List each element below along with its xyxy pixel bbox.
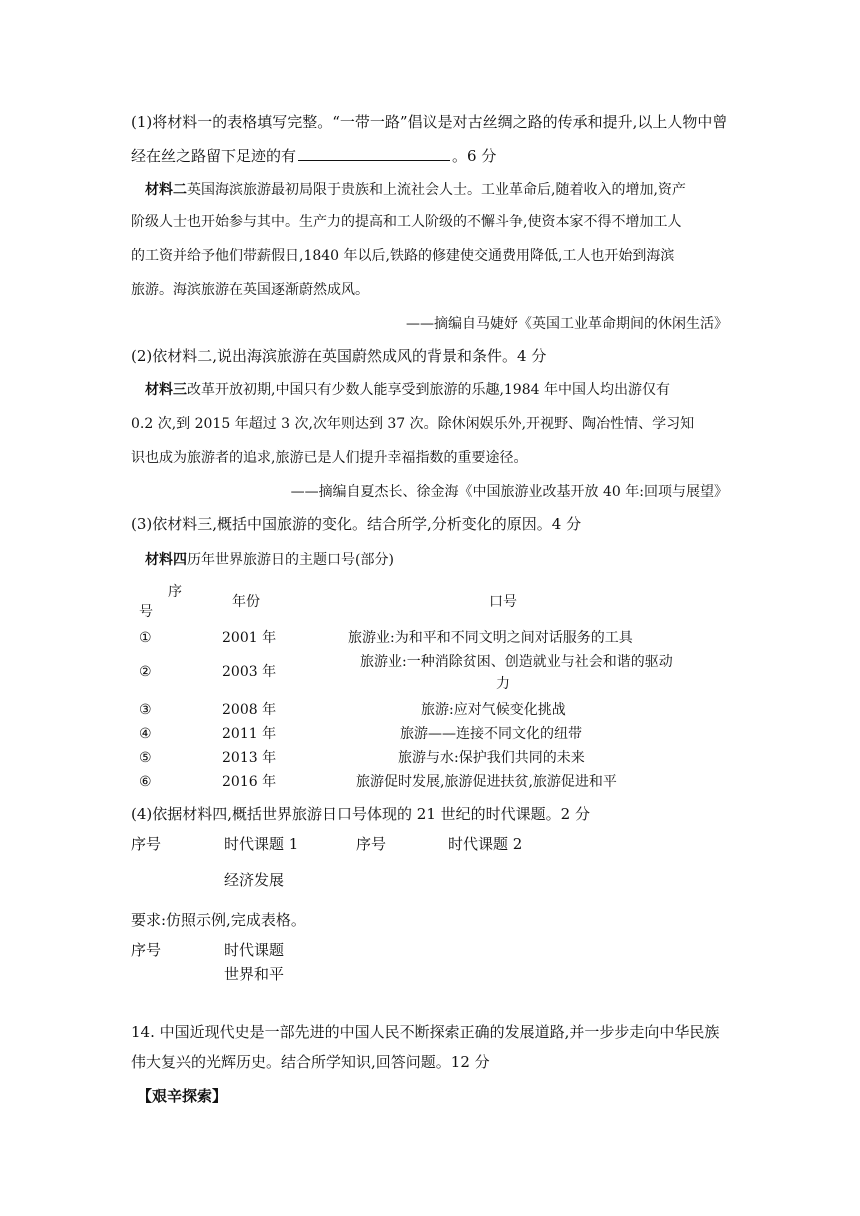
material4-subtitle: 历年世界旅游日的主题口号(部分)	[187, 552, 394, 568]
row-seq: ③	[139, 702, 152, 718]
material2-line3: 的工资并给予他们带薪假日,1840 年以后,铁路的修建使交通费用降低,工人也开始到海滨	[131, 248, 675, 264]
t1-value: 经济发展	[224, 871, 285, 889]
row-seq: ⑤	[139, 750, 152, 766]
material2-line4: 旅游。海滨旅游在英国逐渐蔚然成风。	[131, 282, 369, 298]
material2-title: 材料二	[145, 182, 187, 198]
t2-header-seq: 序号	[131, 941, 162, 959]
answer-blank	[298, 146, 450, 161]
material2-line1	[145, 180, 686, 200]
row-year: 2008 年	[222, 702, 277, 718]
material4-heading	[145, 550, 394, 570]
material2-line2: 阶级人士也开始参与其中。生产力的提高和工人阶级的不懈斗争,使资本家不得不增加工人	[131, 214, 682, 230]
t2-header-topic: 时代课题	[224, 941, 285, 959]
row-slogan: 旅游业:为和平和不同文明之间对话服务的工具	[348, 630, 633, 646]
row-year: 2003 年	[222, 664, 277, 680]
row-slogan-cont: 力	[496, 676, 510, 692]
t2-value: 世界和平	[224, 965, 285, 983]
material3-source: ——摘编自夏杰长、徐金海《中国旅游业改基开放 40 年:回项与展望》	[290, 484, 728, 500]
header-seq-bottom: 号	[139, 604, 153, 620]
material3-title: 材料三	[145, 382, 187, 398]
material3-line3: 识也成为旅游者的追求,旅游已是人们提升幸福指数的重要途径。	[131, 450, 528, 466]
row-slogan: 旅游促时发展,旅游促进扶贫,旅游促进和平	[356, 774, 617, 790]
t1-header-seq2: 序号	[356, 835, 387, 853]
t1-header-topic1: 时代课题 1	[224, 835, 299, 853]
row-slogan: 旅游——连接不同文化的纽带	[400, 726, 582, 742]
q1-line2-before: 经在丝之路留下足迹的有	[131, 147, 297, 165]
row-seq: ④	[139, 726, 152, 742]
q14-line1: 14. 中国近现代史是一部先进的中国人民不断探索正确的发展道路,并一步步走向中华民族	[131, 1023, 720, 1041]
material3-line2: 0.2 次,到 2015 年超过 3 次,次年则达到 37 次。除休闲娱乐外,开视野、陶冶性情、学习知	[131, 416, 695, 432]
q4-requirement: 要求:仿照示例,完成表格。	[131, 911, 306, 929]
row-slogan: 旅游业:一种消除贫困、创造就业与社会和谐的驱动	[360, 654, 673, 670]
q3-text: (3)依材料三,概括中国旅游的变化。结合所学,分析变化的原因。4 分	[131, 515, 582, 533]
q1-line1: (1)将材料一的表格填写完整。“一带一路”倡议是对古丝绸之路的传承和提升,以上人物中曾	[131, 113, 728, 131]
row-year: 2013 年	[222, 750, 277, 766]
header-seq-top: 序	[168, 584, 182, 600]
material4-title: 材料四	[145, 552, 187, 568]
row-slogan: 旅游:应对气候变化挑战	[421, 702, 566, 718]
row-year: 2001 年	[222, 630, 277, 646]
row-seq: ①	[139, 630, 152, 646]
header-slogan: 口号	[489, 594, 517, 610]
q2-text: (2)依材料二,说出海滨旅游在英国蔚然成风的背景和条件。4 分	[131, 347, 547, 365]
section-heading: 【艰辛探索】	[137, 1087, 228, 1105]
t1-header-seq1: 序号	[131, 835, 162, 853]
material2-source: ——摘编自马婕妤《英国工业革命期间的休闲生活》	[406, 316, 728, 332]
row-slogan: 旅游与水:保护我们共同的未来	[398, 750, 585, 766]
header-year: 年份	[232, 594, 260, 610]
q14-line2: 伟大复兴的光辉历史。结合所学知识,回答问题。12 分	[131, 1053, 490, 1071]
row-seq: ②	[139, 664, 152, 680]
material3-text1: 改革开放初期,中国只有少数人能享受到旅游的乐趣,1984 年中国人均出游仅有	[187, 382, 670, 398]
row-seq: ⑥	[139, 774, 152, 790]
material2-text1: 英国海滨旅游最初局限于贵族和上流社会人士。工业革命后,随着收入的增加,资产	[187, 182, 686, 198]
material3-line1	[145, 380, 670, 400]
q1-line2	[131, 146, 496, 166]
q1-line2-after: 。6 分	[452, 147, 497, 165]
q4-text: (4)依据材料四,概括世界旅游日口号体现的 21 世纪的时代课题。2 分	[131, 805, 590, 823]
t1-header-topic2: 时代课题 2	[448, 835, 523, 853]
row-year: 2016 年	[222, 774, 277, 790]
row-year: 2011 年	[222, 726, 277, 742]
